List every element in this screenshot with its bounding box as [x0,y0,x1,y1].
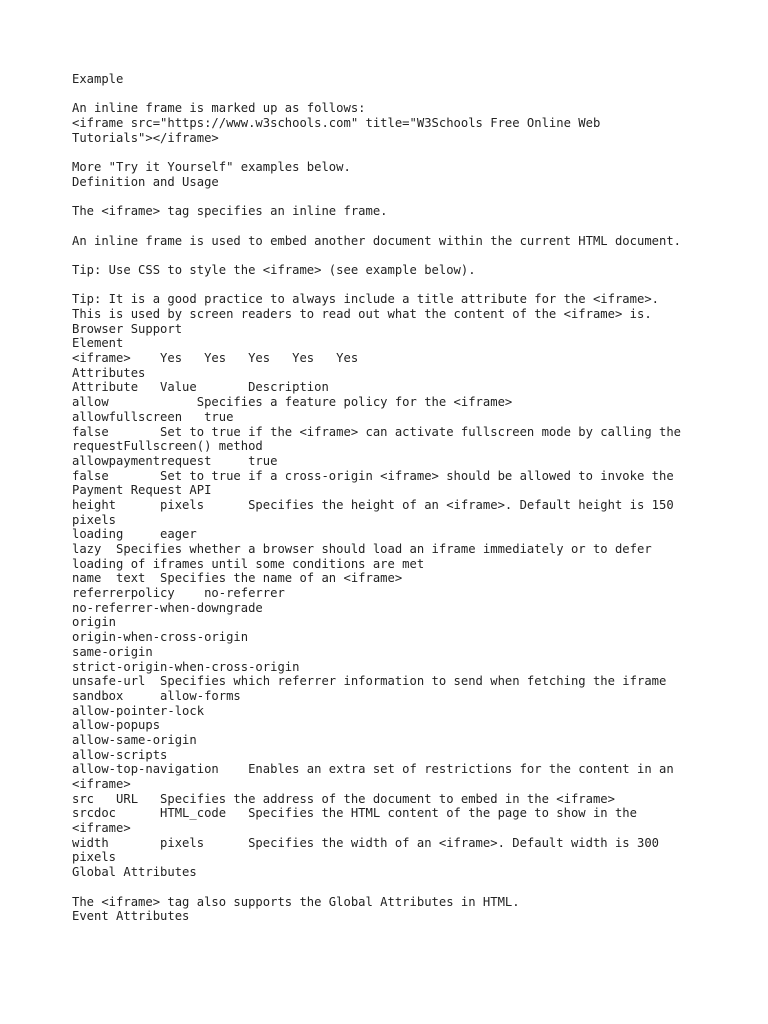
text-line [72,278,712,293]
text-line: An inline frame is used to embed another document within the current HTML document. [72,233,682,248]
text-line: Definition and Usage [72,174,219,189]
text-line: loading eager [72,527,197,542]
text-line: height pixels Specifies the height of an <iframe>. Default height is 150 [72,497,674,512]
text-line: allow-same-origin [72,732,197,747]
text-line: Tutorials"></iframe> [72,130,219,145]
text-line: <iframe> [72,821,131,836]
text-line: allow-pointer-lock [72,703,205,718]
text-line: Element [72,336,124,351]
text-line: Example [72,72,124,86]
text-line: This is used by screen readers to read out what the content of the <iframe> is. [72,307,652,321]
text-line: false Set to true if the <iframe> can activate fullscreen mode by calling the [72,424,682,439]
text-line: Global Attributes [72,865,197,880]
text-line: Payment Request API [72,483,212,498]
text-line: src URL Specifies the address of the document to embed in the <iframe> [72,791,615,806]
text-line: An inline frame is marked up as follows: [72,101,366,116]
text-line: unsafe-url Specifies which referrer information to send when fetching the iframe [72,674,667,689]
text-line: name text Specifies the name of an <iframe> [72,571,403,586]
text-line: srcdoc HTML_code Specifies the HTML content of the page to show in the [72,806,637,821]
text-line: origin-when-cross-origin [72,630,249,645]
text-line [72,219,712,234]
text-line: allowfullscreen true [72,409,234,424]
text-line: <iframe> Yes Yes Yes Yes Yes [72,351,359,366]
text-line: referrerpolicy no-referrer [72,586,285,601]
text-line: same-origin [72,644,153,659]
text-line [72,880,712,895]
text-line: allow-scripts [72,747,168,762]
text-line: Attributes [72,365,146,380]
text-line: Attribute Value Description [72,380,329,395]
text-line [72,145,712,160]
document-text [72,72,712,924]
text-line: strict-origin-when-cross-origin [72,659,300,674]
text-line: Event Attributes [72,909,190,924]
text-line [72,190,712,205]
text-line: Tip: Use CSS to style the <iframe> (see example below). [72,262,476,277]
text-line [72,87,712,102]
text-line: Tip: It is a good practice to always include a title attribute for the <iframe>. [72,292,659,307]
text-line: pixels [72,512,117,527]
text-line: More "Try it Yourself" examples below. [72,160,351,175]
text-line: lazy Specifies whether a browser should load an iframe immediately or to defer [72,542,652,556]
text-line: pixels [72,850,117,865]
text-line: width pixels Specifies the width of an <iframe>. Default width is 300 [72,835,659,850]
text-line: loading of iframes until some conditions are met [72,556,425,571]
text-line: Browser Support [72,321,183,336]
text-line: <iframe> [72,777,131,791]
text-line: allow-top-navigation Enables an extra set of restrictions for the content in an [72,762,674,777]
text-line: false Set to true if a cross-origin <iframe> should be allowed to invoke the [72,468,674,483]
text-line: origin [72,615,117,630]
text-line: sandbox allow-forms [72,688,241,703]
text-line: allowpaymentrequest true [72,453,278,468]
text-line [72,248,712,263]
text-line: The <iframe> tag also supports the Global Attributes in HTML. [72,894,520,909]
text-line: allow-popups [72,718,161,733]
text-line: The <iframe> tag specifies an inline frame. [72,204,388,219]
text-line: requestFullscreen() method [72,439,263,454]
text-line: allow Specifies a feature policy for the <iframe> [72,395,513,410]
text-line: <iframe src="https://www.w3schools.com" title="W3Schools Free Online Web [72,116,601,131]
text-line: no-referrer-when-downgrade [72,600,263,615]
